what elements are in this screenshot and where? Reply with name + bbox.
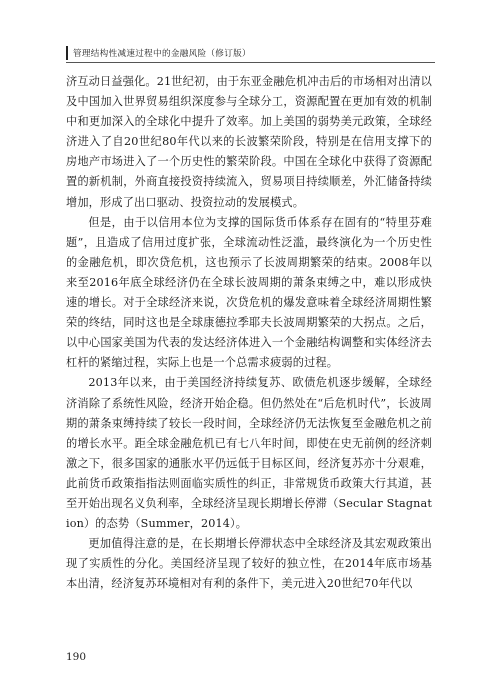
paragraph: 济互动日益强化。21世纪初，由于东亚金融危机冲击后的市场相对出清以及中国加入世界贸易组织深度参与全球分工，资源配置在更加有效的机制中和更加深入的全球化中提升了效率。加上美国的弱势美元政策，全球经济进入了自20世纪80年代以来的长波繁荣阶段，特别是在信用支撑下的房地产市场进入了一个历史性的繁荣阶段。中国在全球化中获得了资源配置的新机制，外商直接投资持续流入，贸易项目持续顺差，外汇储备持续增加，形成了出口驱动、投资拉动的发展模式。 — [66, 75, 432, 209]
running-header-title: 管理结构性减速过程中的金融风险（修订版） — [73, 49, 251, 59]
paragraph: 但是，由于以信用本位为支撑的国际货币体系存在固有的“特里芬难题”，且造成了信用过度扩张，全球流动性泛滥，最终演化为一个历史性的金融危机，即次贷危机，这也预示了长波周期繁荣的结束。2008年以来至2016年底全球经济仍在全球长波周期的萧条束缚之中，难以形成快速的增长。对于全球经济来说，次贷危机的爆发意味着全球经济周期性繁荣的终结，同时这也是全球康德拉季耶夫长波周期繁荣的大拐点。之后，以中心国家美国为代表的发达经济体进入一个金融结构调整和实体经济去杠杆的紧缩过程，实际上也是一个总需求疲弱的过程。 — [66, 215, 432, 370]
page-number: 190 — [66, 651, 87, 663]
body-text — [66, 72, 432, 594]
header-rule — [66, 62, 435, 63]
running-header — [66, 46, 251, 60]
paragraph: 2013年以来，由于美国经济持续复苏、欧债危机逐步缓解，全球经济消除了系统性风险，经济开始企稳。但仍然处在“后危机时代”，长波周期的萧条束缚持续了较长一段时间，全球经济仍无法恢复至金融危机之前的增长水平。距全球金融危机已有七八年时间，即使在史无前例的经济刺激之下，很多国家的通胀水平仍远低于目标区间，经济复苏亦十分艰难，此前货币政策指指法则面临实质性的纠正，非常规货币政策大行其道，甚至开始出现名义负利率，全球经济呈现长期增长停滞（Secular Stagnation）的态势（Summer，2014）。 — [66, 376, 432, 531]
paragraph: 更加值得注意的是，在长期增长停滞状态中全球经济及其宏观政策出现了实质性的分化。美国经济呈现了较好的独立性，在2014年底市场基本出清，经济复苏环境相对有利的条件下，美元进入20世纪70年代以 — [66, 537, 432, 591]
header-bar — [66, 46, 68, 60]
